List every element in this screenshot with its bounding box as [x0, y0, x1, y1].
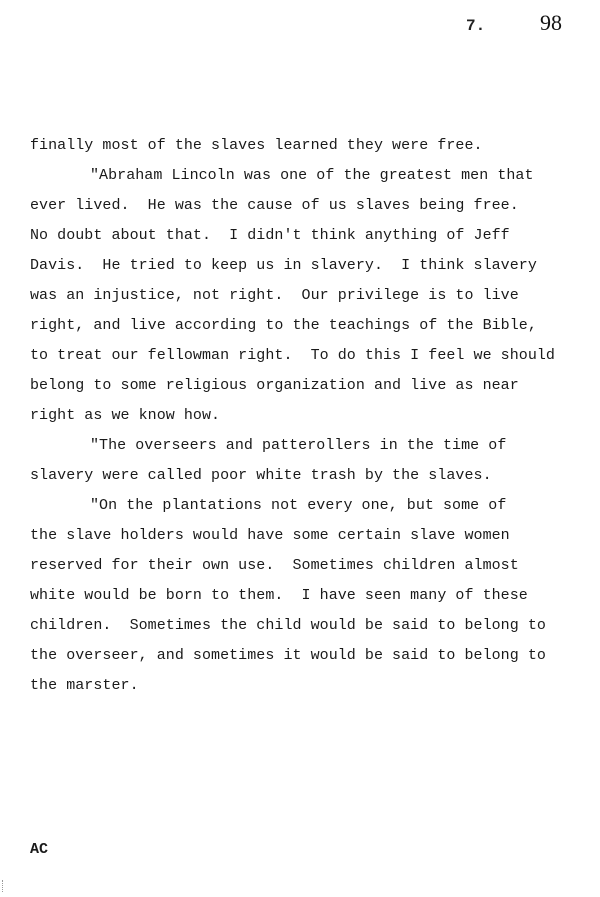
text-line: No doubt about that. I didn't think anything of Jeff	[30, 227, 510, 244]
author-initials: AC	[30, 841, 49, 858]
stamped-page-number: 98	[540, 10, 562, 35]
text-line: "On the plantations not every one, but some of	[90, 497, 507, 514]
text-line: the slave holders would have some certain slave women	[30, 527, 510, 544]
text-line: right as we know how.	[30, 407, 221, 424]
text-line: slavery were called poor white trash by the slaves.	[30, 467, 492, 484]
text-line: the marster.	[30, 677, 139, 694]
text-line: reserved for their own use. Sometimes children almost	[30, 557, 519, 574]
text-line: ever lived. He was the cause of us slaves being free.	[30, 197, 519, 214]
text-line: the overseer, and sometimes it would be said to belong to	[30, 647, 546, 664]
text-line: "The overseers and patterollers in the time of	[90, 437, 507, 454]
text-line: "Abraham Lincoln was one of the greatest men that	[90, 167, 534, 184]
text-line: was an injustice, not right. Our privilege is to live	[30, 287, 519, 304]
text-line: Davis. He tried to keep us in slavery. I think slavery	[30, 257, 537, 274]
scan-edge-mark	[2, 880, 9, 892]
typed-page-number: 7.	[466, 17, 486, 35]
text-line: right, and live according to the teachings of the Bible,	[30, 317, 537, 334]
document-body	[30, 131, 555, 701]
text-line: white would be born to them. I have seen many of these	[30, 587, 528, 604]
text-line: children. Sometimes the child would be said to belong to	[30, 617, 546, 634]
text-line: to treat our fellowman right. To do this I feel we should	[30, 347, 555, 364]
text-line: finally most of the slaves learned they were free.	[30, 137, 483, 154]
text-line: belong to some religious organization and live as near	[30, 377, 519, 394]
